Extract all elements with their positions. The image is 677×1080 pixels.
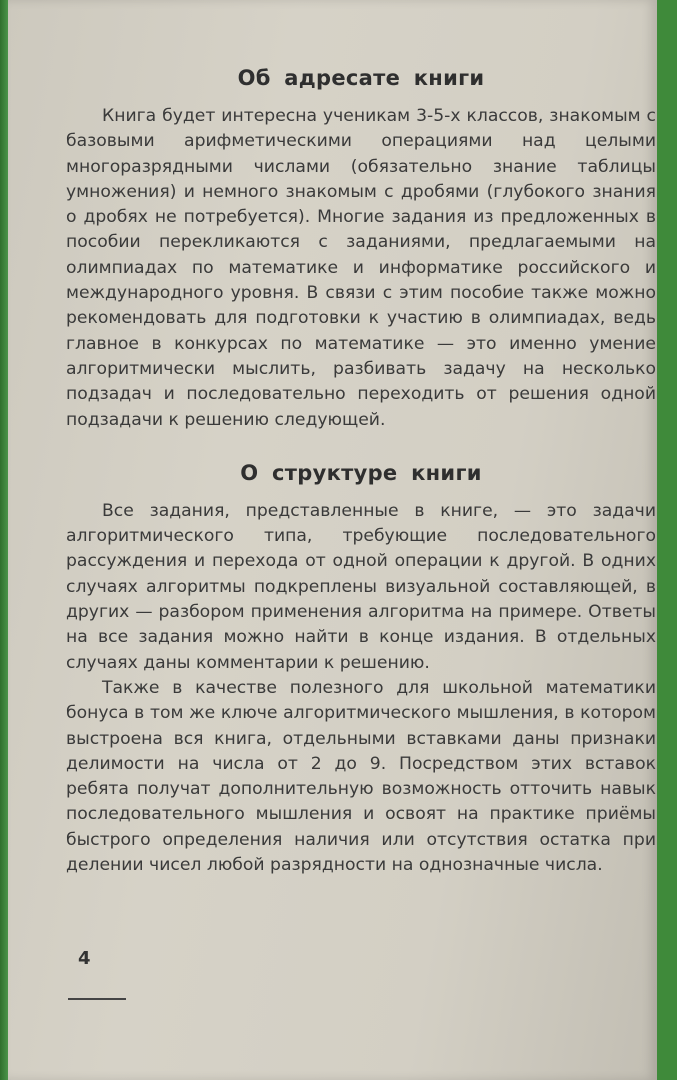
page-number: 4 [78, 948, 91, 969]
section-title-structure: О структуре книги [240, 460, 482, 485]
paragraph-structure-1: Все задания, представленные в книге, — это задачи алгоритмического типа, требующие последовательного рассуждения и перехода от одной операции к другой. В одних случаях алгоритмы подкреплены визуальной составляющей, в других — разбором применения алгоритма на примере. Ответы на все задания можно найти в конце издания. В отдельных случаях даны комментарии к решению. [66, 500, 656, 673]
book-page [8, 0, 657, 1080]
section-title-audience: Об адресате книги [237, 66, 485, 90]
book-spine-edge [0, 0, 8, 1080]
paragraph-structure-2: Также в качестве полезного для школьной математики бонуса в том же ключе алгоритмического мышления, в котором выстроена вся книга, отдельными вставками даны признаки делимости на числа от 2 до 9. Посредством этих вставок ребята получат дополнительную возможность отточить навык последовательного мышления и освоят на практике приёмы быстрого определения наличия или отсутствия остатка при делении чисел любой разрядности на однозначные числа. [66, 677, 656, 876]
page-content [66, 66, 656, 878]
section-about-audience [66, 66, 656, 433]
paragraph-audience: Книга будет интересна ученикам 3-5-х классов, знакомым с базовыми арифметическими операциями над целыми многоразрядными числами (обязательно знание таблицы умножения) и немного знакомым с дробями (глубокого знания о дробях не потребуется). Многие задания из предложенных в пособии перекликаются с заданиями, предлагаемыми на олимпиадах по математике и информатике российского и международного уровня. В связи с этим пособие также можно рекомендовать для подготовки к участию в олимпиадах, ведь главное в конкурсах по математике — это именно умение алгоритмически мыслить, разбивать задачу на несколько подзадач и последовательно переходить от решения одной подзадачи к решению следующей. [66, 106, 656, 430]
page-number-rule [68, 998, 126, 1000]
section-book-structure [66, 461, 656, 878]
